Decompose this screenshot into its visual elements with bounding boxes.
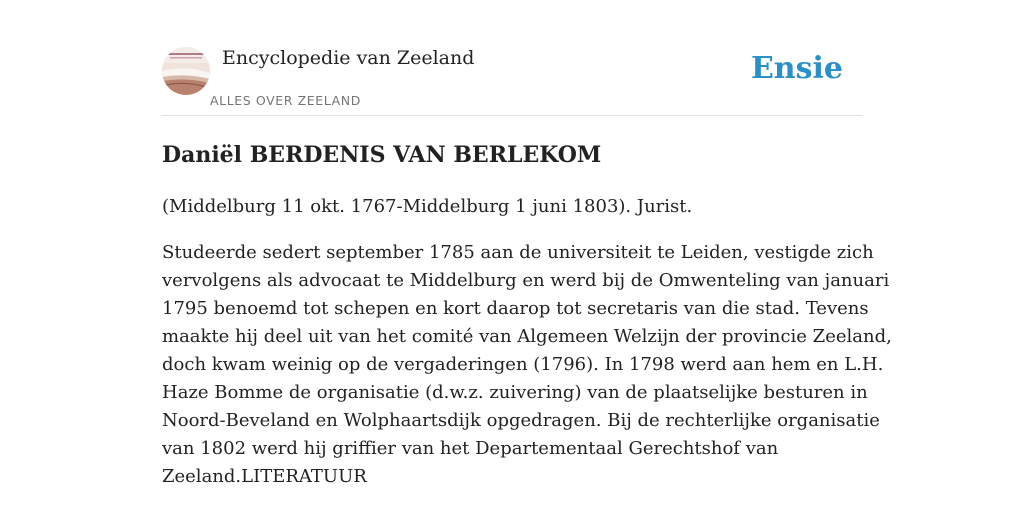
site-avatar[interactable] bbox=[162, 47, 210, 95]
site-header bbox=[162, 44, 862, 116]
site-title[interactable]: Encyclopedie van Zeeland bbox=[222, 47, 475, 69]
body-line: 1795 benoemd tot schepen en kort daarop tot secretaris van die stad. Tevens bbox=[162, 298, 869, 319]
brand-logo[interactable]: Ensie bbox=[750, 51, 843, 86]
body-line: Noord-Beveland en Wolphaartsdijk opgedragen. Bij de rechterlijke organisatie bbox=[162, 410, 880, 431]
book-pages-icon bbox=[162, 47, 210, 95]
body-line: Haze Bomme de organisatie (d.w.z. zuivering) van de plaatselijke besturen in bbox=[162, 382, 868, 403]
body-line: doch kwam weinig op de vergaderingen (1796). In 1798 werd aan hem en L.H. bbox=[162, 354, 884, 375]
article-meta: (Middelburg 11 okt. 1767-Middelburg 1 juni 1803). Jurist. bbox=[162, 196, 693, 217]
body-line: maakte hij deel uit van het comité van Algemeen Welzijn der provincie Zeeland, bbox=[162, 326, 892, 347]
body-line: vervolgens als advocaat te Middelburg en werd bij de Omwenteling van januari bbox=[162, 270, 890, 291]
article-body bbox=[162, 239, 892, 491]
body-line: Zeeland.LITERATUUR bbox=[162, 466, 367, 487]
site-subtitle: ALLES OVER ZEELAND bbox=[210, 93, 361, 108]
body-line: Studeerde sedert september 1785 aan de universiteit te Leiden, vestigde zich bbox=[162, 242, 874, 263]
body-line: van 1802 werd hij griffier van het Departementaal Gerechtshof van bbox=[162, 438, 779, 459]
article-title: Daniël BERDENIS VAN BERLEKOM bbox=[162, 142, 602, 168]
